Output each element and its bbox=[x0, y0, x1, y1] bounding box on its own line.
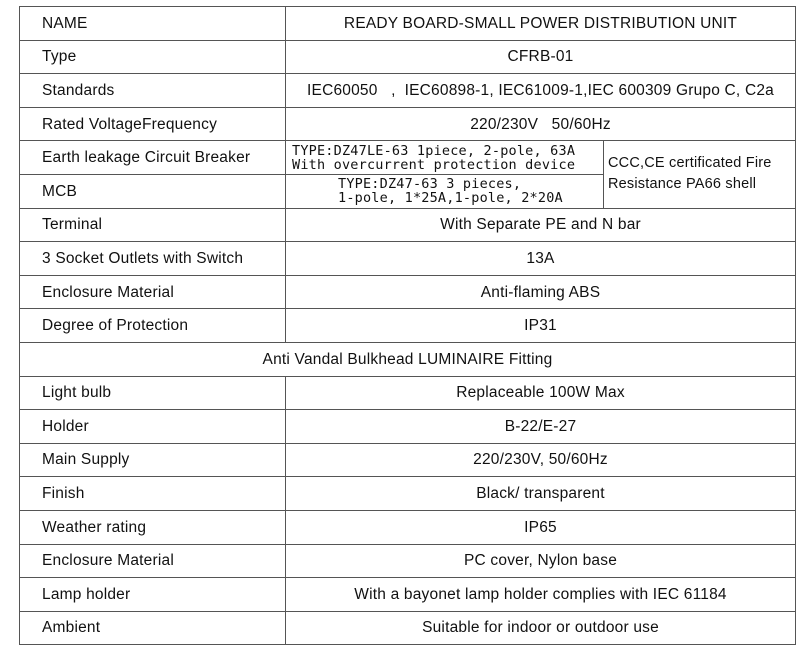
mcb-type-line: TYPE:DZ47-63 3 pieces, bbox=[338, 176, 522, 193]
table-row bbox=[20, 376, 796, 410]
name-label: NAME bbox=[20, 7, 286, 41]
mcb-label: MCB bbox=[20, 174, 286, 208]
table-row bbox=[20, 7, 796, 41]
protection-label: Degree of Protection bbox=[20, 309, 286, 343]
table-row bbox=[20, 275, 796, 309]
table-row bbox=[20, 309, 796, 343]
type-label: Type bbox=[20, 40, 286, 74]
table-row bbox=[20, 342, 796, 376]
light-bulb-label: Light bulb bbox=[20, 376, 286, 410]
sockets-label: 3 Socket Outlets with Switch bbox=[20, 242, 286, 276]
luminaire-enclosure-value: PC cover, Nylon base bbox=[286, 544, 796, 578]
standards-value: IEC60050 , IEC60898-1, IEC61009-1,IEC 600309 Grupo C, C2a bbox=[286, 74, 796, 108]
spec-table bbox=[19, 6, 796, 645]
table-row bbox=[20, 141, 796, 175]
protection-value: IP31 bbox=[286, 309, 796, 343]
type-value: CFRB-01 bbox=[286, 40, 796, 74]
elcb-label: Earth leakage Circuit Breaker bbox=[20, 141, 286, 175]
certification-line-2: Resistance PA66 shell bbox=[608, 176, 757, 193]
certification-line-1: CCC,CE certificated Fire bbox=[608, 155, 772, 172]
table-row bbox=[20, 107, 796, 141]
holder-label: Holder bbox=[20, 410, 286, 444]
rated-label: Rated VoltageFrequency bbox=[20, 107, 286, 141]
elcb-type-line: TYPE:DZ47LE-63 1piece, 2-pole, 63A bbox=[292, 142, 576, 159]
table-row bbox=[20, 510, 796, 544]
mcb-value bbox=[286, 174, 604, 208]
main-supply-value: 220/230V, 50/60Hz bbox=[286, 443, 796, 477]
product-name: READY BOARD-SMALL POWER DISTRIBUTION UNIT bbox=[286, 7, 796, 41]
luminaire-enclosure-label: Enclosure Material bbox=[20, 544, 286, 578]
certification-value bbox=[604, 141, 796, 208]
table-row bbox=[20, 242, 796, 276]
sockets-value: 13A bbox=[286, 242, 796, 276]
weather-rating-value: IP65 bbox=[286, 510, 796, 544]
terminal-value: With Separate PE and N bar bbox=[286, 208, 796, 242]
section-title: Anti Vandal Bulkhead LUMINAIRE Fitting bbox=[20, 342, 796, 376]
holder-value: B-22/E-27 bbox=[286, 410, 796, 444]
rated-value: 220/230V 50/60Hz bbox=[286, 107, 796, 141]
standards-label: Standards bbox=[20, 74, 286, 108]
lamp-holder-value: With a bayonet lamp holder complies with IEC 61184 bbox=[286, 578, 796, 612]
mcb-poles-line: 1-pole, 1*25A,1-pole, 2*20A bbox=[338, 190, 563, 207]
table-row bbox=[20, 477, 796, 511]
ambient-label: Ambient bbox=[20, 611, 286, 645]
enclosure-material-value: Anti-flaming ABS bbox=[286, 275, 796, 309]
table-row bbox=[20, 611, 796, 645]
light-bulb-value: Replaceable 100W Max bbox=[286, 376, 796, 410]
table-row bbox=[20, 544, 796, 578]
table-row bbox=[20, 208, 796, 242]
table-row bbox=[20, 578, 796, 612]
ambient-value: Suitable for indoor or outdoor use bbox=[286, 611, 796, 645]
enclosure-material-label: Enclosure Material bbox=[20, 275, 286, 309]
finish-value: Black/ transparent bbox=[286, 477, 796, 511]
terminal-label: Terminal bbox=[20, 208, 286, 242]
table-row bbox=[20, 74, 796, 108]
main-supply-label: Main Supply bbox=[20, 443, 286, 477]
elcb-value bbox=[286, 141, 604, 175]
finish-label: Finish bbox=[20, 477, 286, 511]
table-row bbox=[20, 443, 796, 477]
lamp-holder-label: Lamp holder bbox=[20, 578, 286, 612]
elcb-protection-line: With overcurrent protection device bbox=[292, 156, 576, 173]
table-row bbox=[20, 410, 796, 444]
table-row bbox=[20, 40, 796, 74]
weather-rating-label: Weather rating bbox=[20, 510, 286, 544]
